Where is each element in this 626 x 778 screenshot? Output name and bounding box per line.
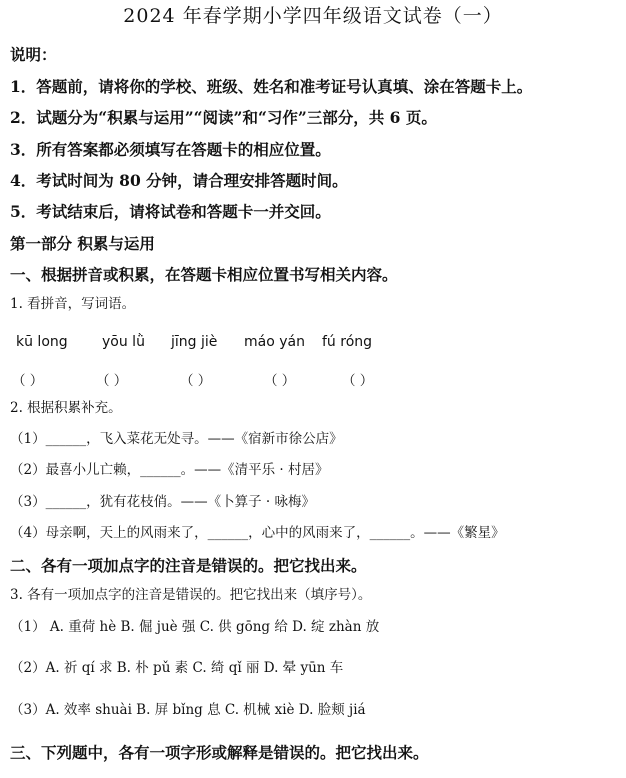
question-label: 3. 各有一项加点字的注音是错误的。把它找出来（填序号）。 [10, 587, 372, 603]
instruction-item: 2．试题分为“积累与运用”“阅读”和“习作”三部分，共 6 页。 [10, 108, 437, 127]
fill-in-line: （4）母亲啊，天上的风雨来了，______，心中的风雨来了，______。——《繁星》 [10, 525, 505, 541]
section-heading: 三、下列题中，各有一项字形或解释是错误的。把它找出来。 [10, 743, 429, 762]
fill-in-line: （1）______，飞入菜花无处寻。——《宿新市徐公店》 [10, 431, 343, 447]
instruction-item: 5．考试结束后，请将试卷和答题卡一并交回。 [10, 202, 331, 221]
answer-blank: （ ） [342, 373, 374, 389]
instruction-item: 1．答题前，请将你的学校、班级、姓名和准考证号认真填、涂在答题卡上。 [10, 77, 533, 96]
fill-in-line: （2）最喜小儿亡赖，______。——《清平乐 · 村居》 [10, 462, 329, 478]
pinyin-item: fú róng [322, 334, 373, 350]
pinyin-item: yōu lǜ [102, 334, 145, 350]
answer-blank: （ ） [96, 373, 128, 389]
choice-line: （2）A. 祈 qí 求 B. 朴 pǔ 素 C. 绮 qǐ 丽 D. 晕 yūn 车 [10, 660, 344, 676]
question-label: 1. 看拼音，写词语。 [10, 296, 136, 312]
pinyin-item: máo yán [244, 334, 305, 350]
section-heading: 二、各有一项加点字的注音是错误的。把它找出来。 [10, 556, 367, 575]
pinyin-item: kū long [16, 334, 68, 350]
part-heading: 第一部分 积累与运用 [10, 234, 155, 253]
answer-blank: （ ） [264, 373, 296, 389]
instruction-item: 4．考试时间为 80 分钟，请合理安排答题时间。 [10, 171, 348, 190]
choice-line: （1） A. 重荷 hè B. 倔 juè 强 C. 供 gōng 给 D. 绽 zhàn 放 [10, 619, 380, 635]
choice-line: （3）A. 效率 shuài B. 屏 bǐng 息 C. 机械 xiè D. 脸颊 jiá [10, 702, 366, 718]
instructions-heading: 说明： [10, 45, 57, 64]
pinyin-item: jīng jiè [171, 334, 218, 350]
exam-title: 2024 年春学期小学四年级语文试卷（一） [123, 5, 503, 27]
section-heading: 一、根据拼音或积累，在答题卡相应位置书写相关内容。 [10, 265, 398, 284]
answer-blank: （ ） [12, 373, 44, 389]
question-label: 2. 根据积累补充。 [10, 400, 122, 416]
instruction-item: 3．所有答案都必须填写在答题卡的相应位置。 [10, 140, 331, 159]
answer-blank: （ ） [180, 373, 212, 389]
fill-in-line: （3）______，犹有花枝俏。——《卜算子 · 咏梅》 [10, 494, 315, 510]
